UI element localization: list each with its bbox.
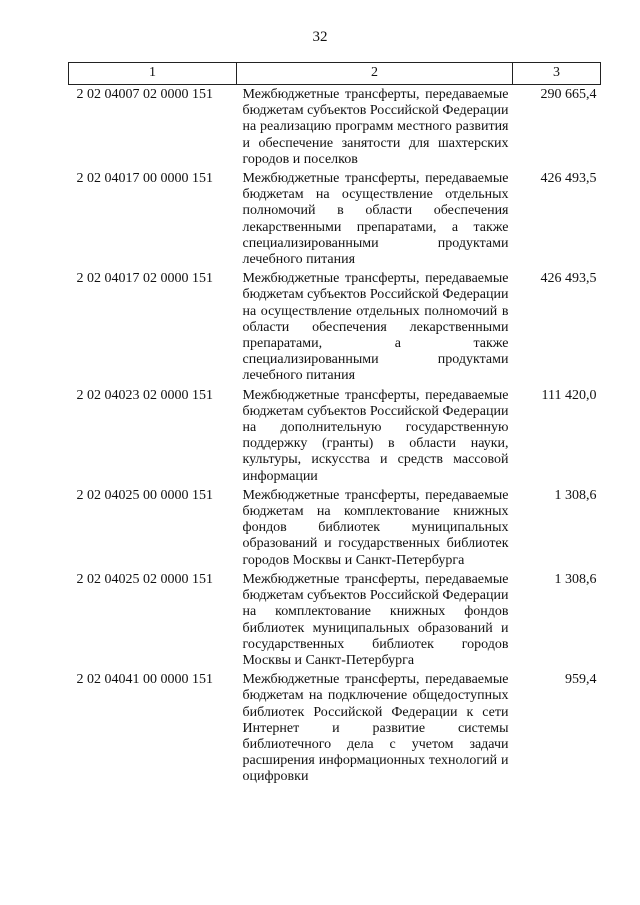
budget-amount: 111 420,0 xyxy=(541,387,597,403)
table-header-row xyxy=(69,63,601,85)
budget-description: Межбюджетные трансферты, передаваемые бюджетам на осуществление отдельных полномочий в области обеспечения лекарственными препаратами, а также специализированными продуктами лечебного питания xyxy=(242,171,509,268)
budget-description: Межбюджетные трансферты, передаваемые бюджетам субъектов Российской Федерации на дополнительную государственную поддержку (гранты) в области науки, культуры, искусства и средств массовой информации xyxy=(242,387,509,484)
budget-amount: 1 308,6 xyxy=(554,487,597,503)
budget-amount: 290 665,4 xyxy=(540,87,597,102)
budget-code: 2 02 04017 02 0000 151 xyxy=(76,271,213,287)
budget-description: Межбюджетные трансферты, передаваемые бюджетам субъектов Российской Федерации на осуществление отдельных полномочий в области обеспечения лекарственными препаратами, а также специализированными продуктами лечебного питания xyxy=(242,271,509,384)
page-number: 32 xyxy=(312,29,328,45)
table-row xyxy=(69,271,601,387)
budget-code: 2 02 04025 00 0000 151 xyxy=(76,487,213,503)
column-header-amount: 3 xyxy=(513,63,601,85)
budget-amount: 1 308,6 xyxy=(554,571,597,587)
budget-description: Межбюджетные трансферты, передаваемые бюджетам субъектов Российской Федерации на реализацию программ местного развития и обеспечение занятости для шахтерских городов и поселков xyxy=(242,87,509,167)
table-row xyxy=(69,171,601,271)
table-row xyxy=(69,572,601,672)
budget-revenue-table xyxy=(68,62,601,789)
budget-description: Межбюджетные трансферты, передаваемые бюджетам на подключение общедоступных библиотек Российской Федерации к сети Интернет и развитие системы библиотечного дела с учетом задачи расширения информационных технологий и оцифровки xyxy=(242,672,509,785)
column-header-description: 2 xyxy=(237,63,513,85)
budget-description: Межбюджетные трансферты, передаваемые бюджетам на комплектование книжных фондов библиотек муниципальных образований и государственных библиотек городов Москвы и Санкт-Петербурга xyxy=(242,487,509,568)
budget-code: 2 02 04025 02 0000 151 xyxy=(76,571,213,587)
table-row xyxy=(69,85,601,172)
budget-description: Межбюджетные трансферты, передаваемые бюджетам субъектов Российской Федерации на комплектование книжных фондов библиотек муниципальных образований и государственных библиотек городов Москвы и Санкт-Петербурга xyxy=(242,571,509,668)
budget-amount: 426 493,5 xyxy=(540,271,597,287)
table-row xyxy=(69,488,601,572)
table-row xyxy=(69,388,601,488)
budget-amount: 959,4 xyxy=(565,672,597,688)
table-row xyxy=(69,672,601,788)
budget-amount: 426 493,5 xyxy=(540,171,597,187)
column-header-code: 1 xyxy=(69,63,237,85)
budget-code: 2 02 04017 00 0000 151 xyxy=(76,171,213,187)
budget-code: 2 02 04023 02 0000 151 xyxy=(76,387,213,403)
budget-code: 2 02 04041 00 0000 151 xyxy=(76,672,213,688)
budget-code: 2 02 04007 02 0000 151 xyxy=(76,87,213,102)
